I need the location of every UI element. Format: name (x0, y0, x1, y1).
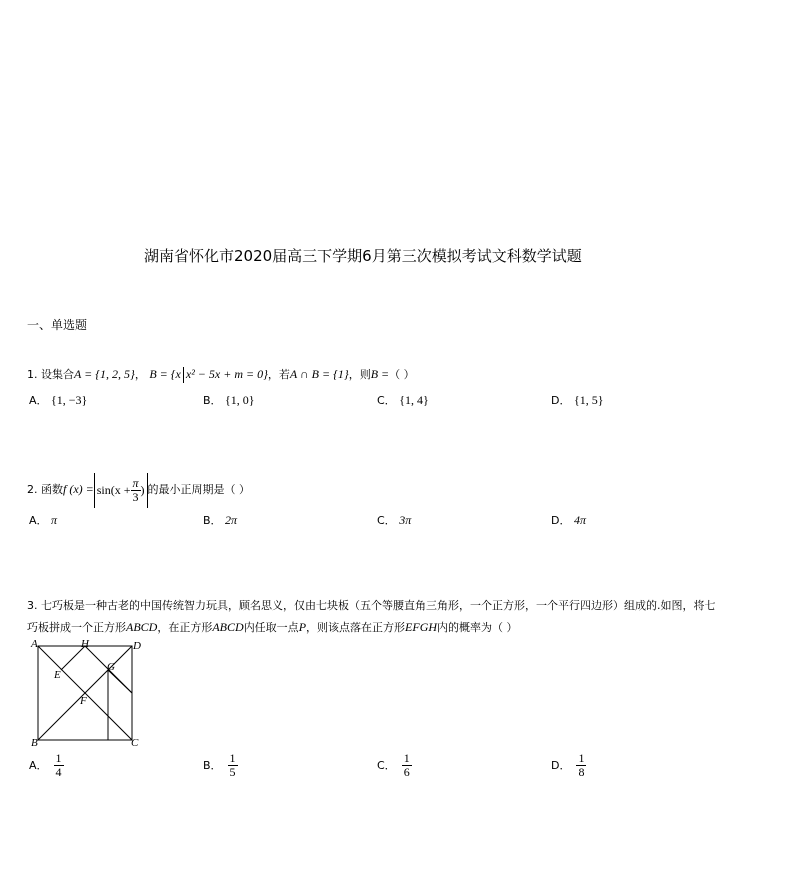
fraction-numerator: 1 (55, 751, 62, 765)
q2-option-a[interactable] (29, 512, 57, 528)
q3-text-e: 内的概率为（ ） (437, 621, 518, 634)
option-label: B． (203, 394, 222, 407)
q1-condition: A ∩ B = {1} (289, 367, 349, 381)
label-f: F (80, 695, 87, 707)
q3-text-d: ，则该点落在正方形 (306, 621, 406, 634)
q2-absolute-value (94, 473, 148, 508)
fraction-denominator: 6 (403, 764, 410, 779)
question-3-line-2 (27, 619, 518, 635)
q1-set-b-post: x² − 5x + m = 0} (185, 367, 268, 381)
q3-text-c: 内任取一点 (243, 621, 299, 634)
option-label: B． (203, 759, 222, 773)
question-2-stem (27, 472, 250, 508)
q1-text-1: 1. 设集合 (27, 368, 74, 381)
q1-option-d[interactable] (551, 392, 604, 408)
q1-sep: ， (134, 368, 146, 381)
tangram-figure (30, 638, 142, 750)
q3-option-c[interactable] (377, 752, 412, 778)
q3-square-efgh: EFGH (405, 620, 438, 634)
option-fraction (228, 752, 238, 778)
q3-text-a: 巧板拼成一个正方形 (27, 621, 126, 634)
q3-option-b[interactable] (203, 752, 238, 778)
q3-option-a[interactable] (29, 752, 64, 778)
option-value: 4π (573, 513, 586, 527)
q1-set-a: A = {1, 2, 5} (74, 367, 135, 381)
fraction-numerator: π (132, 476, 139, 491)
label-b: B (31, 737, 38, 749)
label-h: H (81, 638, 89, 650)
q3-square-abcd-2: ABCD (212, 620, 244, 634)
fraction-denominator: 8 (578, 764, 585, 779)
segment-g-mid (108, 670, 132, 693)
option-value: {1, 4} (399, 393, 429, 407)
q2-option-c[interactable] (377, 512, 411, 528)
q1-set-b-pre: B = {x (149, 367, 181, 381)
option-label: C． (377, 759, 396, 773)
option-label: B． (203, 514, 222, 527)
q2-text-2: 的最小正周期是（ ） (147, 483, 251, 496)
option-label: A． (29, 759, 48, 773)
q1-ask: B = (370, 367, 390, 381)
label-a: A (31, 638, 38, 650)
label-g: G (107, 661, 115, 673)
option-label: A． (29, 394, 48, 407)
q2-sin-pre: sin(x + (96, 482, 131, 497)
label-c: C (131, 737, 139, 749)
question-1-stem (27, 364, 415, 385)
q1-option-b[interactable] (203, 392, 255, 408)
label-d: D (133, 640, 141, 652)
option-value: π (51, 513, 58, 527)
option-label: A． (29, 514, 48, 527)
option-label: C． (377, 394, 396, 407)
option-value: {1, 0} (225, 393, 255, 407)
q2-function: f (x) = (63, 482, 94, 496)
option-label: D． (551, 759, 571, 773)
label-e: E (54, 669, 61, 681)
option-value: {1, 5} (573, 393, 604, 407)
q3-option-d[interactable] (551, 752, 586, 778)
fraction-numerator: 1 (578, 751, 585, 765)
q1-option-a[interactable] (29, 392, 87, 408)
option-label: C． (377, 514, 396, 527)
option-value: 2π (225, 513, 238, 527)
option-label: D． (551, 514, 571, 527)
option-fraction (576, 752, 586, 778)
fraction-denominator: 3 (132, 490, 139, 504)
q2-option-d[interactable] (551, 512, 586, 528)
q2-option-b[interactable] (203, 512, 237, 528)
q1-text-3: ，则 (348, 368, 371, 381)
q3-text-b: ，在正方形 (157, 621, 213, 634)
set-builder-bar (183, 367, 184, 383)
fraction-denominator: 4 (55, 764, 62, 779)
q1-text-2: ，若 (267, 368, 290, 381)
q1-blank: （ ） (389, 368, 415, 381)
option-fraction (402, 752, 412, 778)
q2-text-1: 2. 函数 (27, 483, 63, 496)
section-heading: 一、单选题 (27, 318, 88, 332)
q2-fraction (131, 477, 141, 503)
fraction-numerator: 1 (229, 751, 236, 765)
fraction-numerator: 1 (403, 751, 410, 765)
page-title: 湖南省怀化市2020届高三下学期6月第三次模拟考试文科数学试题 (144, 247, 582, 265)
option-label: D． (551, 394, 571, 407)
option-fraction (54, 752, 64, 778)
option-value: {1, −3} (51, 393, 88, 407)
q2-sin-post: ) (140, 482, 145, 497)
question-3-line-1: 3. 七巧板是一种古老的中国传统智力玩具，顾名思义，仅由七块板（五个等腰直角三角形，一个正方形，一个平行四边形）组成的.如图，将七 (27, 599, 716, 612)
q1-option-c[interactable] (377, 392, 429, 408)
option-value: 3π (399, 513, 412, 527)
q3-square-abcd: ABCD (126, 620, 158, 634)
fraction-denominator: 5 (229, 764, 236, 779)
q3-point-p: P (298, 620, 307, 634)
